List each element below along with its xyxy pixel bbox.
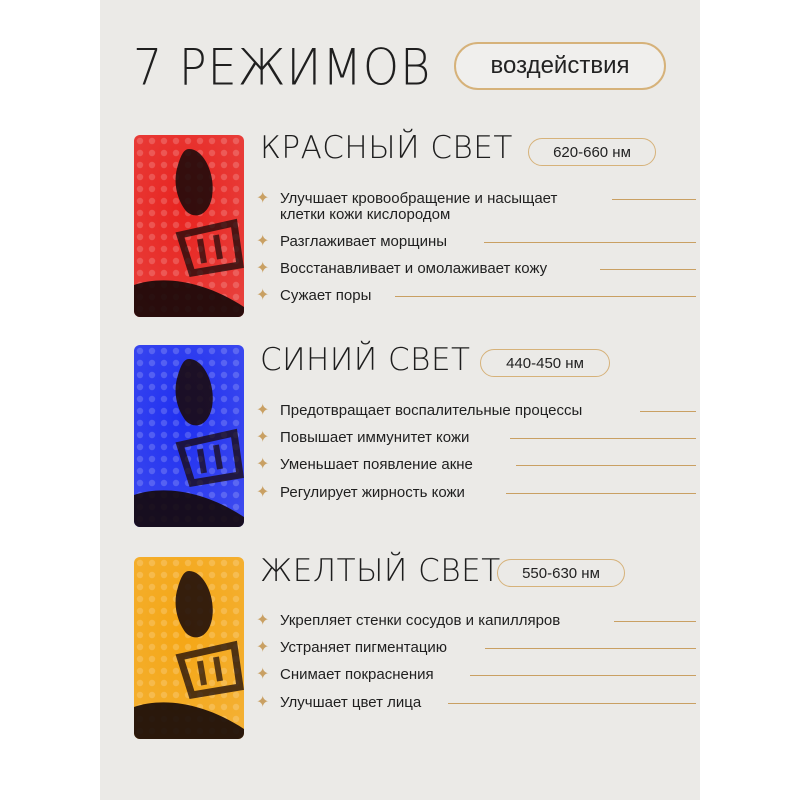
feature-text: Повышает иммунитет кожи xyxy=(280,429,470,446)
feature-text: Восстанавливает и омолаживает кожу xyxy=(280,260,548,277)
divider-line xyxy=(614,621,696,622)
wavelength-badge: 620-660 нм xyxy=(528,138,656,166)
divider-line xyxy=(600,269,696,270)
device-light-image xyxy=(134,135,244,317)
feature-text: Уменьшает появление акне xyxy=(280,456,473,473)
sparkle-star-icon: ✦ xyxy=(256,484,270,501)
sparkle-star-icon: ✦ xyxy=(256,612,270,629)
divider-line xyxy=(448,703,696,704)
section-title: СИНИЙ СВЕТ xyxy=(260,342,471,378)
sparkle-star-icon: ✦ xyxy=(256,639,270,656)
sparkle-star-icon: ✦ xyxy=(256,287,270,304)
section-title: КРАСНЫЙ СВЕТ xyxy=(260,130,513,166)
divider-line xyxy=(470,675,696,676)
sparkle-star-icon: ✦ xyxy=(256,429,270,446)
wavelength-badge: 440-450 нм xyxy=(480,349,610,377)
sparkle-star-icon: ✦ xyxy=(256,666,270,683)
divider-line xyxy=(612,199,696,200)
wavelength-badge: 550-630 нм xyxy=(497,559,625,587)
divider-line xyxy=(485,648,696,649)
feature-text: Предотвращает воспалительные процессы xyxy=(280,402,583,419)
sparkle-star-icon: ✦ xyxy=(256,260,270,277)
divider-line xyxy=(506,493,696,494)
divider-line xyxy=(510,438,696,439)
section-title: ЖЕЛТЫЙ СВЕТ xyxy=(260,553,501,589)
divider-line xyxy=(516,465,696,466)
page-title: 7 РЕЖИМОВ xyxy=(133,38,432,97)
device-light-image xyxy=(134,345,244,527)
feature-text: Сужает поры xyxy=(280,287,372,304)
feature-text: Улучшает цвет лица xyxy=(280,694,422,711)
subtitle-pill: воздействия xyxy=(454,42,666,90)
device-light-image xyxy=(134,557,244,739)
sparkle-star-icon: ✦ xyxy=(256,233,270,250)
divider-line xyxy=(484,242,696,243)
divider-line xyxy=(640,411,696,412)
feature-text: Укрепляет стенки сосудов и капилляров xyxy=(280,612,561,629)
feature-text: Улучшает кровообращение и насыщает xyxy=(280,190,558,207)
sparkle-star-icon: ✦ xyxy=(256,190,270,207)
feature-text: Устраняет пигментацию xyxy=(280,639,448,656)
divider-line xyxy=(395,296,696,297)
sparkle-star-icon: ✦ xyxy=(256,402,270,419)
feature-text: Разглаживает морщины xyxy=(280,233,448,250)
feature-text: клетки кожи кислородом xyxy=(280,206,451,223)
sparkle-star-icon: ✦ xyxy=(256,456,270,473)
feature-text: Снимает покраснения xyxy=(280,666,434,683)
sparkle-star-icon: ✦ xyxy=(256,694,270,711)
feature-text: Регулирует жирность кожи xyxy=(280,484,465,501)
